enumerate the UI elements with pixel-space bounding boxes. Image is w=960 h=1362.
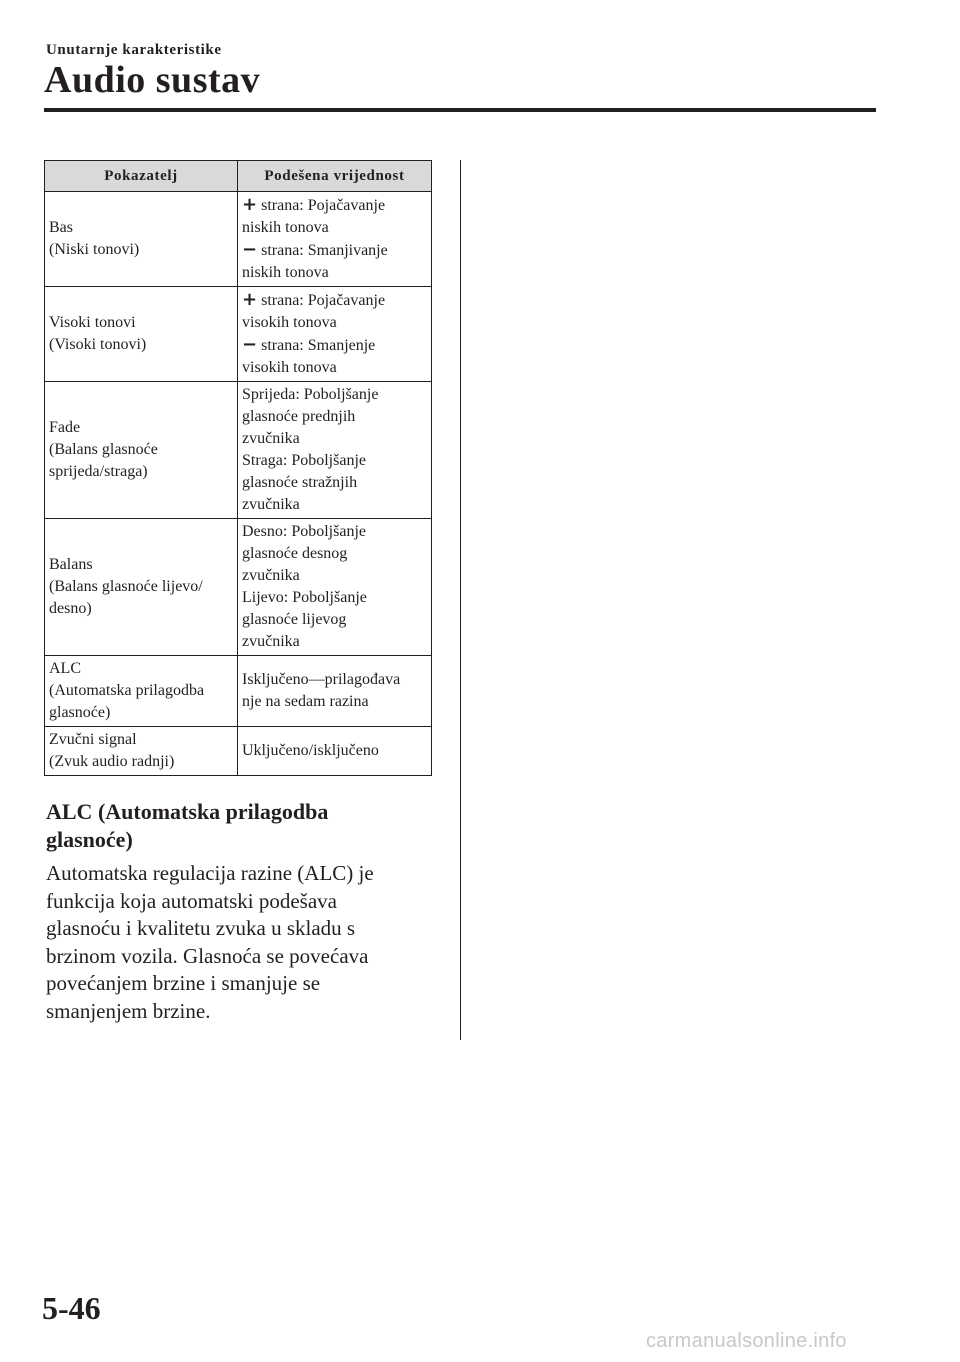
value-text: strana: Pojačavanje xyxy=(261,197,386,214)
plus-icon: + xyxy=(242,289,258,310)
value-text: glasnoće stražnjih xyxy=(242,474,358,491)
table-row xyxy=(45,519,432,656)
indicator-line: (Balans glasnoće xyxy=(49,441,158,458)
indicator-cell xyxy=(45,727,238,776)
value-text: niskih tonova xyxy=(242,219,329,236)
value-text: nje na sedam razina xyxy=(242,693,369,710)
table-row xyxy=(45,382,432,519)
alc-body-line: povećanjem brzine i smanjuje se xyxy=(46,971,321,995)
indicator-cell xyxy=(45,192,238,287)
value-text: Straga: Poboljšanje xyxy=(242,452,366,469)
value-line xyxy=(242,384,427,406)
value-text: zvučnika xyxy=(242,633,300,650)
table-row xyxy=(45,727,432,776)
indicator-cell xyxy=(45,287,238,382)
value-text: visokih tonova xyxy=(242,359,337,376)
alc-body-line: glasnoću i kvalitetu zvuka u skladu s xyxy=(46,916,356,940)
indicator-line: Fade xyxy=(49,419,81,436)
alc-heading-line: glasnoće) xyxy=(46,827,133,852)
value-text: glasnoće lijevog xyxy=(242,611,347,628)
title-rule xyxy=(44,108,876,112)
indicator-line: ALC xyxy=(49,660,81,677)
value-line xyxy=(242,740,427,762)
alc-body-line: funkcija koja automatski podešava xyxy=(46,888,337,913)
alc-heading xyxy=(46,798,446,854)
indicator-line: sprijeda/straga) xyxy=(49,463,148,480)
table-body xyxy=(45,192,432,776)
value-text: Lijevo: Poboljšanje xyxy=(242,589,367,606)
value-line xyxy=(242,334,427,357)
watermark: carmanualsonline.info xyxy=(646,1330,847,1352)
value-line xyxy=(242,669,427,691)
table-row xyxy=(45,656,432,727)
alc-body-line: brzinom vozila. Glasnoća se povećava xyxy=(46,943,369,968)
indicator-cell xyxy=(45,382,238,519)
value-cell xyxy=(238,192,432,287)
value-text: Desno: Poboljšanje xyxy=(242,523,366,540)
value-line xyxy=(242,194,427,217)
page-number: 5-46 xyxy=(42,1290,101,1326)
value-cell xyxy=(238,727,432,776)
indicator-line: desno) xyxy=(49,600,92,617)
alc-body-line: smanjenjem brzine. xyxy=(46,998,211,1023)
value-cell xyxy=(238,519,432,656)
value-text: glasnoće desnog xyxy=(242,545,348,562)
value-line xyxy=(242,406,427,428)
column-divider xyxy=(460,160,461,1040)
value-line xyxy=(242,494,427,516)
value-line xyxy=(242,289,427,312)
value-cell xyxy=(238,382,432,519)
alc-body xyxy=(46,860,446,1025)
value-text: strana: Pojačavanje xyxy=(261,292,386,309)
indicator-cell xyxy=(45,656,238,727)
value-text: zvučnika xyxy=(242,567,300,584)
value-text: zvučnika xyxy=(242,496,300,513)
indicator-cell xyxy=(45,519,238,656)
indicator-line: Balans xyxy=(49,556,93,573)
value-line xyxy=(242,543,427,565)
value-line xyxy=(242,472,427,494)
indicator-line: Visoki tonovi xyxy=(49,314,136,331)
value-line xyxy=(242,262,427,284)
indicator-line: (Visoki tonovi) xyxy=(49,336,147,353)
value-cell xyxy=(238,656,432,727)
value-line xyxy=(242,587,427,609)
value-text: niskih tonova xyxy=(242,264,329,281)
value-text: glasnoće prednjih xyxy=(242,408,356,425)
alc-body-line: Automatska regulacija razine (ALC) je xyxy=(46,861,374,885)
indicator-line: (Automatska prilagodba xyxy=(49,682,205,699)
page-title: Audio sustav xyxy=(44,59,261,101)
table-row xyxy=(45,192,432,287)
indicator-line: (Balans glasnoće lijevo/ xyxy=(49,578,203,595)
header-indicator: Pokazatelj xyxy=(45,161,238,192)
value-text: strana: Smanjivanje xyxy=(261,242,388,259)
value-text: visokih tonova xyxy=(242,314,337,331)
value-text: strana: Smanjenje xyxy=(261,337,376,354)
header-value: Podešena vrijednost xyxy=(238,161,432,192)
value-line xyxy=(242,428,427,450)
plus-icon: + xyxy=(242,194,258,215)
table-row xyxy=(45,287,432,382)
value-cell xyxy=(238,287,432,382)
alc-section xyxy=(46,798,446,1025)
value-text: Sprijeda: Poboljšanje xyxy=(242,386,379,403)
value-text: Isključeno―prilagođava xyxy=(242,671,401,688)
indicator-line: Bas xyxy=(49,219,73,236)
minus-icon: − xyxy=(242,334,258,355)
value-line xyxy=(242,450,427,472)
value-line xyxy=(242,217,427,239)
value-text: Uključeno/isključeno xyxy=(242,742,379,759)
value-line xyxy=(242,357,427,379)
value-line xyxy=(242,691,427,713)
table-header-row xyxy=(45,161,432,192)
value-line xyxy=(242,609,427,631)
indicator-line: (Zvuk audio radnji) xyxy=(49,753,175,770)
value-line xyxy=(242,521,427,543)
minus-icon: − xyxy=(242,239,258,260)
value-text: zvučnika xyxy=(242,430,300,447)
indicator-line: (Niski tonovi) xyxy=(49,241,140,258)
indicator-line: glasnoće) xyxy=(49,704,111,721)
indicator-line: Zvučni signal xyxy=(49,731,137,748)
value-line xyxy=(242,631,427,653)
value-line xyxy=(242,239,427,262)
value-line xyxy=(242,565,427,587)
settings-table xyxy=(44,160,432,776)
value-line xyxy=(242,312,427,334)
section-kicker: Unutarnje karakteristike xyxy=(46,42,222,58)
alc-heading-line: ALC (Automatska prilagodba xyxy=(46,799,329,824)
